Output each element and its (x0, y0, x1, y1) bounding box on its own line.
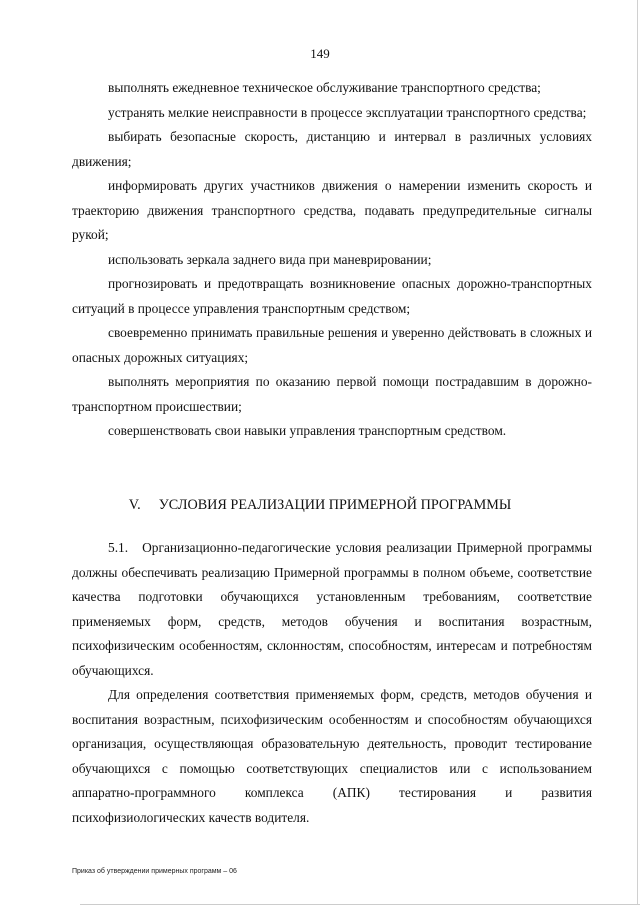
page-number: 149 (310, 46, 330, 61)
list-item: совершенствовать свои навыки управления транспортным средством. (108, 423, 507, 438)
skills-list (72, 76, 592, 444)
section-heading (0, 497, 640, 514)
list-item: информировать других участников движения о намерении изменить скорость и траекторию движения транспортного средства, подавать предупредительные сигналы рукой; (72, 178, 592, 242)
item-text: Организационно-педагогические условия реализации Примерной программы должны обеспечивать реализацию Примерной программы в полном объеме, соответствие качества подготовки обучающихся установленным требованиям, соответствие применяемых форм, средств, методов обучения и воспитания возрастным, психофизическим особенностям, склонностям, способностям, интересам и потребностям обучающихся. (72, 540, 592, 678)
item-number: 5.1. (108, 540, 129, 555)
footer-note: Приказ об утверждении примерных программ – 06 (72, 868, 237, 875)
list-item: использовать зеркала заднего вида при маневрировании; (108, 251, 432, 267)
list-item: выбирать безопасные скорость, дистанцию и интервал в различных условиях движения; (72, 129, 592, 169)
section-body (72, 536, 592, 830)
list-item: устранять мелкие неисправности в процессе эксплуатации транспортного средства; (108, 104, 587, 120)
section-paragraph: Для определения соответствия применяемых форм, средств, методов обучения и воспитания возрастным, психофизическим особенностям и способностям обучающихся организация, осуществляющая образовательную деятельность, проводит тестирование обучающихся с помощью соответствующих специалистов или с использованием аппаратно-программного комплекса (АПК) тестирования и развития психофизиологических качеств водителя. (72, 687, 592, 825)
section-title: УСЛОВИЯ РЕАЛИЗАЦИИ ПРИМЕРНОЙ ПРОГРАММЫ (158, 497, 512, 513)
scan-edge-line (637, 0, 638, 905)
list-item: своевременно принимать правильные решения и уверенно действовать в сложных и опасных дорожных ситуациях; (72, 325, 592, 365)
section-number: V. (128, 497, 141, 513)
list-item: выполнять ежедневное техническое обслуживание транспортного средства; (108, 80, 541, 95)
list-item: прогнозировать и предотвращать возникновение опасных дорожно-транспортных ситуаций в процессе управления транспортным средством; (72, 276, 592, 316)
list-item: выполнять мероприятия по оказанию первой помощи пострадавшим в дорожно-транспортном происшествии; (72, 374, 592, 414)
section-paragraph (72, 536, 592, 683)
